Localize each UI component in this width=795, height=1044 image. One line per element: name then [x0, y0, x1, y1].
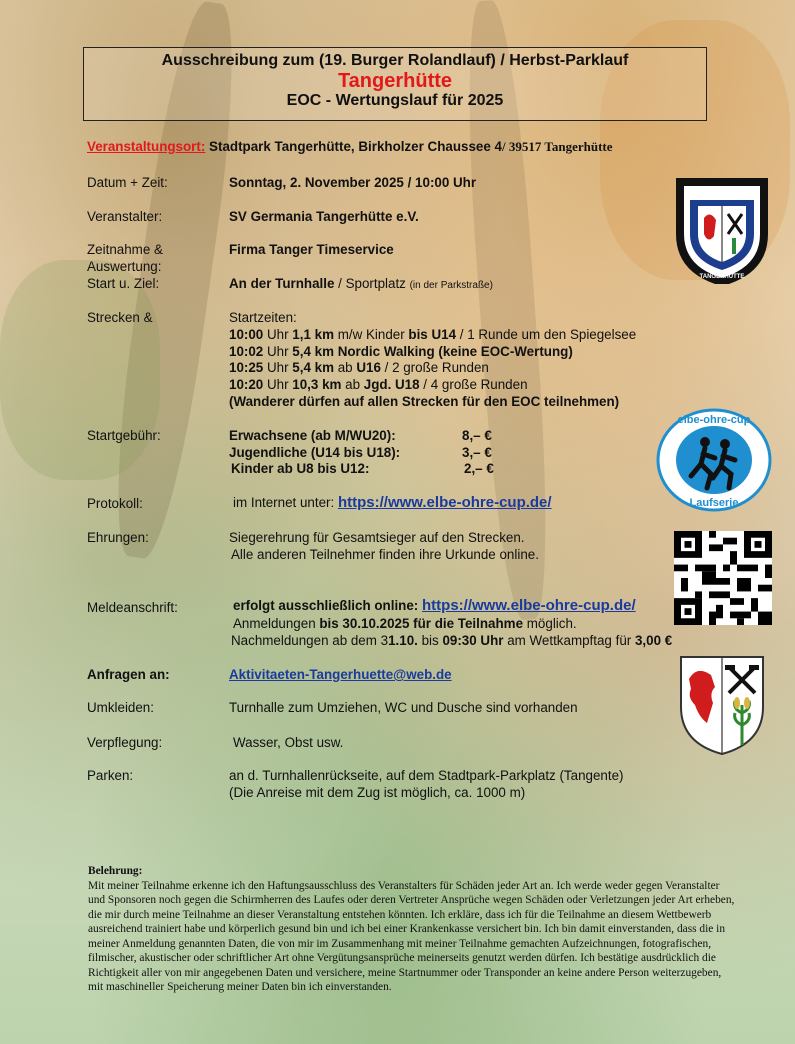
course-time: 10:02 [229, 344, 264, 359]
registration-label: Meldeanschrift: [87, 600, 178, 615]
courses-note: (Wanderer dürfen auf allen Strecken für den EOC teilnehmen) [229, 394, 620, 409]
venue-row [87, 139, 613, 155]
protocol-link[interactable]: https://www.elbe-ohre-cup.de/ [337, 494, 552, 511]
club-logo [676, 178, 768, 284]
header-town: Tangerhütte [337, 70, 453, 92]
legal-text: Mit meiner Teilnahme erkenne ich den Haftungsausschluss des Veranstalters für Schäden jeder Art an. Ich werde weder gegen Veranstalter und Sponsoren noch gegen die Schirmherren des Laufes oder deren Vertreter Ansprüche wegen Schäden oder Verletzungen jeder Art erheben, die mir durch meine Teilnahme an dieser Veranstaltung entstehen könnten. Ich erkläre, dass ich für die Teilnahme an diesem Wettbewerb ausreichend trainiert habe und körperlich gesund bin und ich bei einer Krankenkasse versichert bin. Ich bin damit einverstanden, dass die in meiner Anmeldung genannten Daten, die von mir im Zusammenhang mit meiner Teilnahme gemachten Aufzeichnungen, fotografischen, filmischer, akustischer oder schriftlicher Art ohne Vergütungsansprüche meinerseits genutzt werden dürfen. Ich bestätige ausdrücklich die Richtigkeit aller von mir angegebenen Daten und versichere, meine Startnummer oder Transponder an keine andere Person weiterzugeben, mit maschineller Speicherung meiner Daten bin ich einverstanden. [88, 879, 735, 993]
course-line [229, 327, 636, 343]
cup-logo [655, 408, 773, 513]
venue-label: Veranstaltungsort: [87, 139, 206, 154]
start-value-bold: An der Turnhalle [229, 276, 335, 291]
inquiries-email-link[interactable]: Aktivitaeten-Tangerhuette@web.de [229, 667, 452, 682]
course-text: m/w Kinder [333, 327, 409, 342]
course-text: / 4 große Runden [419, 377, 528, 392]
course-time: 10:20 [229, 377, 264, 392]
fee-group: Erwachsene (ab M/WU20): [229, 428, 396, 443]
course-text: Uhr [263, 344, 293, 359]
registration-line-2 [233, 616, 577, 632]
course-age: U16 [356, 360, 381, 375]
parking-line-1: an d. Turnhallenrückseite, auf dem Stadtpark-Parkplatz (Tangente) [229, 768, 624, 783]
changing-value: Turnhalle zum Umziehen, WC und Dusche sind vorhanden [229, 700, 578, 715]
course-distance: 5,4 km [292, 360, 334, 375]
course-text: Uhr [263, 327, 293, 342]
registration-text: Anmeldungen [233, 616, 320, 631]
start-value-small: (in der Parkstraße) [409, 280, 493, 291]
timing-label-1: Zeitnahme & [87, 242, 163, 257]
legal-title: Belehrung: [88, 865, 143, 877]
registration-online: erfolgt ausschließlich online: [233, 598, 422, 613]
qr-code-pattern [674, 531, 772, 625]
qr-code[interactable] [674, 531, 772, 625]
catering-label: Verpflegung: [87, 735, 163, 750]
course-text: ab [333, 360, 357, 375]
background-foliage [0, 260, 160, 480]
date-label: Datum + Zeit: [87, 175, 168, 190]
registration-deadline: bis 30.10.2025 für die Teilnahme [319, 616, 524, 631]
fee-group: Jugendliche (U14 bis U18): [229, 445, 401, 460]
course-age: Jgd. U18 [363, 377, 420, 392]
club-logo-text: TANGERHÜTTE [699, 274, 745, 280]
registration-text: möglich. [523, 616, 577, 631]
course-line [229, 360, 489, 376]
venue-value: Stadtpark Tangerhütte, Birkholzer Chaussee 4 [209, 139, 502, 154]
courses-heading: Startzeiten: [229, 310, 297, 325]
awards-line-1: Siegerehrung für Gesamtsieger auf den Strecken. [229, 530, 525, 545]
course-text: ab [341, 377, 364, 392]
start-label: Start u. Ziel: [87, 276, 160, 291]
catering-value: Wasser, Obst usw. [233, 735, 344, 750]
legal-notice [88, 864, 738, 995]
course-text: Uhr [263, 360, 293, 375]
awards-label: Ehrungen: [87, 530, 149, 545]
course-distance: 5,4 km Nordic Walking (keine EOC-Wertung) [292, 344, 573, 359]
date-value: Sonntag, 2. November 2025 / 10:00 Uhr [229, 175, 477, 190]
timing-label-2: Auswertung: [87, 259, 162, 274]
registration-line-3 [231, 633, 672, 649]
courses-label: Strecken & [87, 310, 153, 325]
header-box [83, 47, 707, 121]
course-distance: 10,3 km [292, 377, 342, 392]
registration-time: 09:30 Uhr [442, 633, 504, 648]
organizer-value: SV Germania Tangerhütte e.V. [229, 209, 419, 224]
venue-zip: / 39517 Tangerhütte [501, 139, 613, 154]
header-subtitle: EOC - Wertungslauf für 2025 [286, 92, 504, 109]
course-time: 10:25 [229, 360, 264, 375]
cup-logo-text: elbe-ohre-cup [677, 414, 751, 426]
fee-price: 2,– € [464, 461, 494, 476]
registration-link[interactable]: https://www.elbe-ohre-cup.de/ [422, 597, 636, 614]
inquiries-label: Anfragen an: [87, 667, 170, 682]
course-distance: 1,1 km [292, 327, 334, 342]
awards-line-2: Alle anderen Teilnehmer finden ihre Urkunde online. [231, 547, 539, 562]
protocol-label: Protokoll: [87, 496, 143, 511]
timing-value: Firma Tanger Timeservice [229, 242, 394, 257]
course-time: 10:00 [229, 327, 264, 342]
registration-date: 1.10. [388, 633, 418, 648]
course-text: / 1 Runde um den Spiegelsee [456, 327, 637, 342]
course-line [229, 344, 573, 360]
start-value [229, 276, 493, 294]
course-line [229, 377, 528, 393]
course-text: / 2 große Runden [380, 360, 489, 375]
cup-logo-text: Laufserie [689, 497, 739, 509]
town-coat-of-arms [677, 653, 767, 757]
header-title: Ausschreibung zum (19. Burger Rolandlauf) / Herbst-Parklauf [161, 52, 629, 69]
start-value-rest: / Sportplatz [334, 276, 410, 291]
fees-label: Startgebühr: [87, 428, 161, 443]
registration-text: Nachmeldungen ab dem 3 [231, 633, 389, 648]
organizer-label: Veranstalter: [87, 209, 163, 224]
fee-price: 8,– € [462, 428, 492, 443]
changing-label: Umkleiden: [87, 700, 154, 715]
parking-line-2: (Die Anreise mit dem Zug ist möglich, ca. 1000 m) [229, 785, 526, 800]
course-age: bis U14 [408, 327, 457, 342]
protocol-text: im Internet unter: [233, 495, 338, 510]
course-text: Uhr [263, 377, 293, 392]
parking-label: Parken: [87, 768, 134, 783]
registration-text: am Wettkampftag für [503, 633, 635, 648]
fee-price: 3,– € [462, 445, 492, 460]
registration-fee: 3,00 € [634, 633, 673, 648]
registration-text: bis [417, 633, 443, 648]
club-logo-text: SV GERMANIA [692, 186, 752, 196]
protocol-value [233, 495, 552, 511]
registration-line-1 [233, 598, 636, 614]
fee-group: Kinder ab U8 bis U12: [231, 461, 370, 476]
